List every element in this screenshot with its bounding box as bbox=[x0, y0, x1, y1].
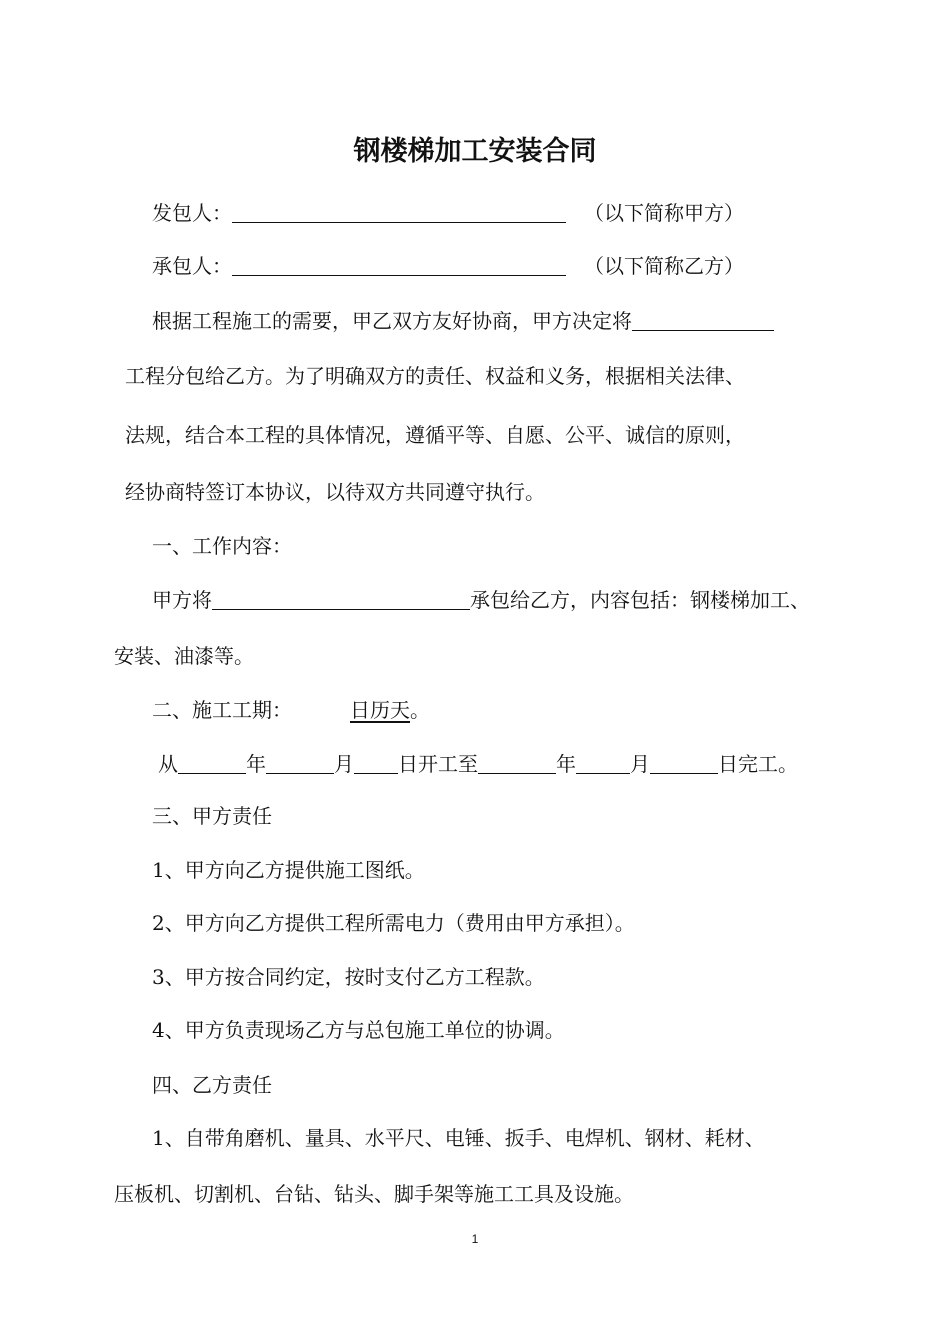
end-month-blank bbox=[576, 751, 630, 774]
section4-item-1-line-2: 压板机、切割机、台钻、钻头、脚手架等施工工具及设施。 bbox=[114, 1182, 634, 1206]
contractor-note: （以下简称乙方） bbox=[584, 254, 744, 278]
employer-line bbox=[152, 200, 744, 226]
employer-label: 发包人： bbox=[152, 201, 232, 225]
section1-line-1 bbox=[152, 587, 810, 613]
start-year-label: 年 bbox=[246, 752, 266, 776]
days-text: 日历天 bbox=[350, 698, 410, 722]
employer-blank bbox=[232, 200, 566, 223]
section2-period: 。 bbox=[410, 698, 430, 722]
start-day-blank bbox=[354, 751, 398, 774]
project-name-blank bbox=[632, 308, 774, 331]
work-scope-blank bbox=[212, 587, 470, 610]
section1-line-2: 安装、油漆等。 bbox=[114, 644, 254, 668]
intro-line-4: 经协商特签订本协议，以待双方共同遵守执行。 bbox=[125, 480, 545, 504]
section1-text-b: 承包给乙方，内容包括：钢楼梯加工、 bbox=[470, 588, 810, 612]
intro-text-1: 根据工程施工的需要，甲乙双方友好协商，甲方决定将 bbox=[152, 309, 632, 333]
section3-item-4: 4、甲方负责现场乙方与总包施工单位的协调。 bbox=[152, 1018, 565, 1042]
end-day-blank bbox=[650, 751, 718, 774]
start-text: 日开工至 bbox=[398, 752, 478, 776]
section1-heading: 一、工作内容： bbox=[152, 534, 292, 558]
section3-item-3: 3、甲方按合同约定，按时支付乙方工程款。 bbox=[152, 965, 545, 989]
section3-item-1: 1、甲方向乙方提供施工图纸。 bbox=[152, 858, 425, 882]
section1-text-a: 甲方将 bbox=[152, 588, 212, 612]
end-month-label: 月 bbox=[630, 752, 650, 776]
page-number: 1 bbox=[471, 1232, 479, 1246]
end-text: 日完工。 bbox=[718, 752, 798, 776]
intro-line-1 bbox=[152, 308, 774, 334]
section4-item-1-line-1: 1、自带角磨机、量具、水平尺、电锤、扳手、电焊机、钢材、耗材、 bbox=[152, 1126, 765, 1150]
start-year-blank bbox=[178, 751, 246, 774]
section2-heading: 二、施工工期： bbox=[152, 698, 292, 722]
section3-heading: 三、甲方责任 bbox=[152, 804, 272, 828]
start-month-blank bbox=[266, 751, 334, 774]
section4-heading: 四、乙方责任 bbox=[152, 1073, 272, 1097]
employer-note: （以下简称甲方） bbox=[584, 201, 744, 225]
start-month-label: 月 bbox=[334, 752, 354, 776]
end-year-blank bbox=[478, 751, 556, 774]
document-title: 钢楼梯加工安装合同 bbox=[353, 136, 597, 167]
intro-line-3: 法规，结合本工程的具体情况，遵循平等、自愿、公平、诚信的原则， bbox=[125, 423, 745, 447]
from-text: 从 bbox=[158, 752, 178, 776]
contractor-blank bbox=[232, 253, 566, 276]
intro-line-2: 工程分包给乙方。为了明确双方的责任、权益和义务，根据相关法律、 bbox=[125, 364, 745, 388]
schedule-line bbox=[158, 751, 798, 777]
contractor-label: 承包人： bbox=[152, 254, 232, 278]
section3-item-2: 2、甲方向乙方提供工程所需电力（费用由甲方承担）。 bbox=[152, 911, 635, 935]
section2-heading-line bbox=[152, 697, 430, 723]
contractor-line bbox=[152, 253, 744, 279]
end-year-label: 年 bbox=[556, 752, 576, 776]
